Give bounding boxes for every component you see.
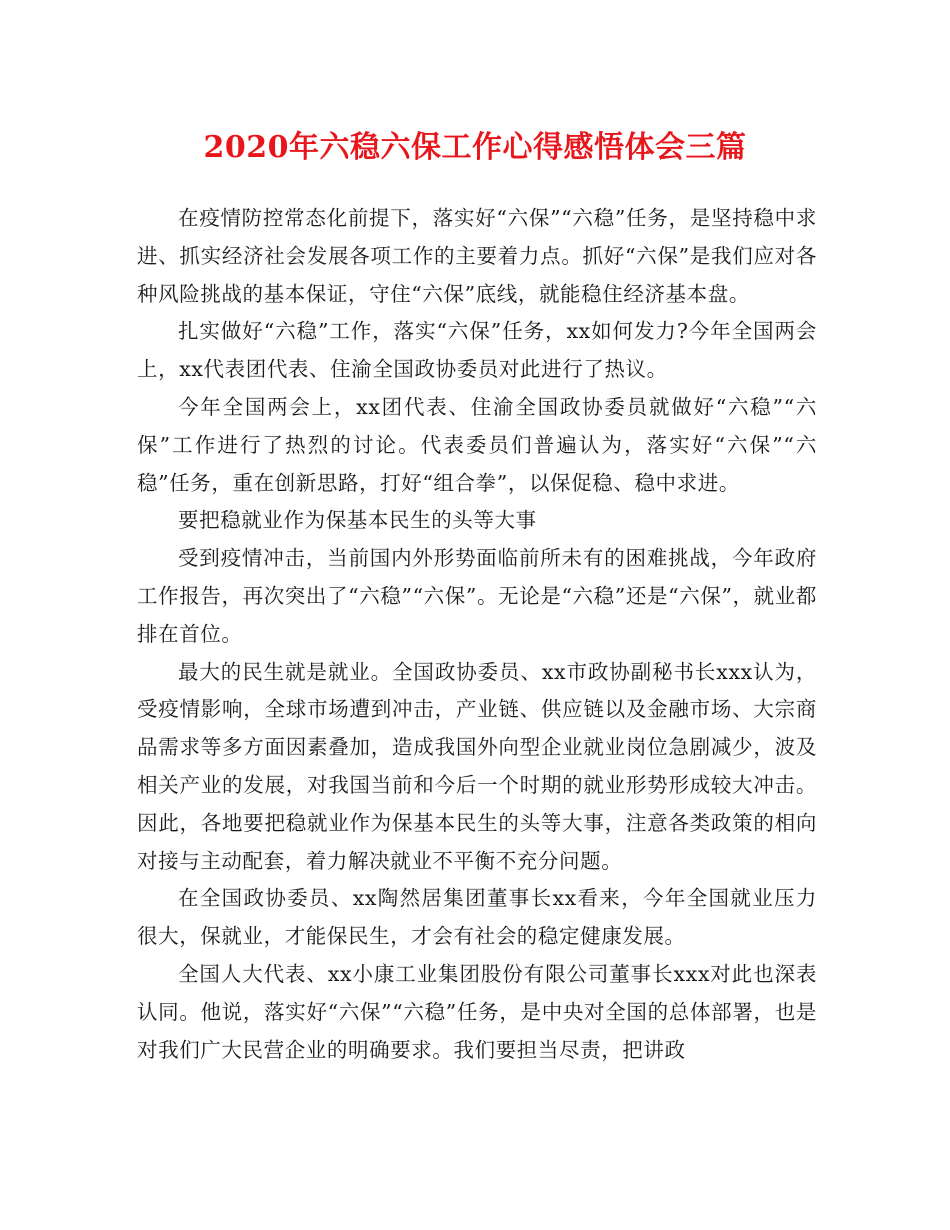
document-title: 2020年六稳六保工作心得感悟体会三篇 [203,130,747,165]
paragraph: 今年全国两会上，xx团代表、住渝全国政协委员就做好“六稳”“六保”工作进行了热烈的讨论。代表委员们普遍认为，落实好“六保”“六稳”任务，重在创新思路，打好“组合拳”，以保促稳、稳中求进。 [137,394,817,495]
paragraph: 在疫情防控常态化前提下，落实好“六保”“六稳”任务，是坚持稳中求进、抓实经济社会发展各项工作的主要着力点。抓好“六保”是我们应对各种风险挑战的基本保证，守住“六保”底线，就能稳住经济基本盘。 [137,206,817,306]
paragraph: 扎实做好“六稳”工作，落实“六保”任务，xx如何发力?今年全国两会上，xx代表团代表、住渝全国政协委员对此进行了热议。 [137,319,817,382]
section-heading: 要把稳就业作为保基本民生的头等大事 [178,508,537,533]
paragraph: 最大的民生就是就业。全国政协委员、xx市政协副秘书长xxx认为，受疫情影响，全球市场遭到冲击，产业链、供应链以及金融市场、大宗商品需求等多方面因素叠加，造成我国外向型企业就业岗位急剧减少，波及相关产业的发展，对我国当前和今后一个时期的就业形势形成较大冲击。因此，各地要把稳就业作为保基本民生的头等大事，注意各类政策的相向对接与主动配套，着力解决就业不平衡不充分问题。 [137,659,817,873]
paragraph: 全国人大代表、xx小康工业集团股份有限公司董事长xxx对此也深表认同。他说，落实好“六保”“六稳”任务，是中央对全国的总体部署，也是对我们广大民营企业的明确要求。我们要担当尽责，把讲政 [137,961,817,1062]
paragraph: 在全国政协委员、xx陶然居集团董事长xx看来，今年全国就业压力很大，保就业，才能保民生，才会有社会的稳定健康发展。 [137,886,817,949]
paragraph: 受到疫情冲击，当前国内外形势面临前所未有的困难挑战，今年政府工作报告，再次突出了“六稳”“六保”。无论是“六稳”还是“六保”，就业都排在首位。 [137,546,817,646]
document-body [137,200,817,1069]
